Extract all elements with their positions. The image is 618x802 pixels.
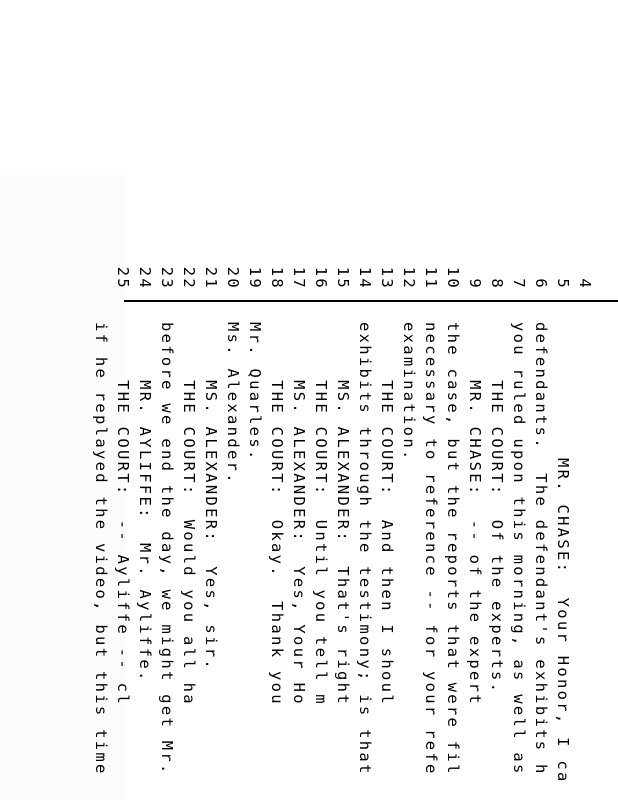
line-text: exhibits through the testimony; is that (356, 322, 374, 776)
line-text: THE COURT: Of the experts. (488, 322, 506, 695)
line-text: MR. CHASE: -- of the expert (466, 322, 484, 706)
line-text: if he replayed the video, but this time (92, 322, 110, 776)
line-text: MS. ALEXANDER: Yes, Your Ho (290, 322, 308, 706)
line-number: 12 (400, 266, 418, 290)
transcript-body (92, 262, 618, 802)
line-number: 13 (378, 266, 396, 290)
line-text: defendants. The defendant's exhibits h (532, 322, 550, 776)
line-number: 5 (554, 278, 572, 290)
line-text: THE COURT: Okay. Thank you (268, 322, 286, 706)
line-number: 10 (444, 266, 462, 290)
line-number: 21 (202, 266, 220, 290)
line-text: THE COURT: Would you all ha (180, 322, 198, 706)
line-text: MR. AYLIFFE: Mr. Ayliffe. (136, 322, 154, 683)
line-text: MS. ALEXANDER: That's right (334, 322, 352, 706)
line-number: 25 (114, 266, 132, 290)
line-text: necessary to reference -- for your refe (422, 322, 440, 776)
transcript-line (554, 262, 618, 784)
line-number: 16 (312, 266, 330, 290)
line-number: 6 (532, 278, 550, 290)
line-number: 24 (136, 266, 154, 290)
line-number: 8 (488, 278, 506, 290)
line-number: 14 (356, 266, 374, 290)
line-text: Mr. Quarles. (246, 322, 264, 462)
line-text: Ms. Alexander. (224, 322, 242, 485)
line-text: MR. CHASE: Your Honor, I ca (554, 458, 572, 784)
line-number: 15 (334, 266, 352, 290)
line-text: MS. ALEXANDER: Yes, sir. (202, 322, 220, 671)
line-number: 19 (246, 266, 264, 290)
line-text: the case, but the reports that were fil (444, 322, 462, 776)
line-text: before we end the day, we might get Mr. (158, 322, 176, 776)
line-number: 22 (180, 266, 198, 290)
line-number: 18 (268, 266, 286, 290)
line-text: you ruled upon this morning, as well as (510, 322, 528, 776)
line-number: 11 (422, 266, 440, 290)
line-number: 9 (466, 278, 484, 290)
line-number: 7 (510, 278, 528, 290)
line-number: 23 (158, 266, 176, 290)
line-text: THE COURT: Until you tell m (312, 322, 330, 706)
line-text: THE COURT: -- Ayliffe -- cl (114, 322, 132, 706)
line-text: examination. (400, 322, 418, 462)
line-text: THE COURT: And then I shoul (378, 322, 396, 706)
line-number: 4 (576, 278, 594, 290)
line-number: 17 (290, 266, 308, 290)
line-number: 20 (224, 266, 242, 290)
